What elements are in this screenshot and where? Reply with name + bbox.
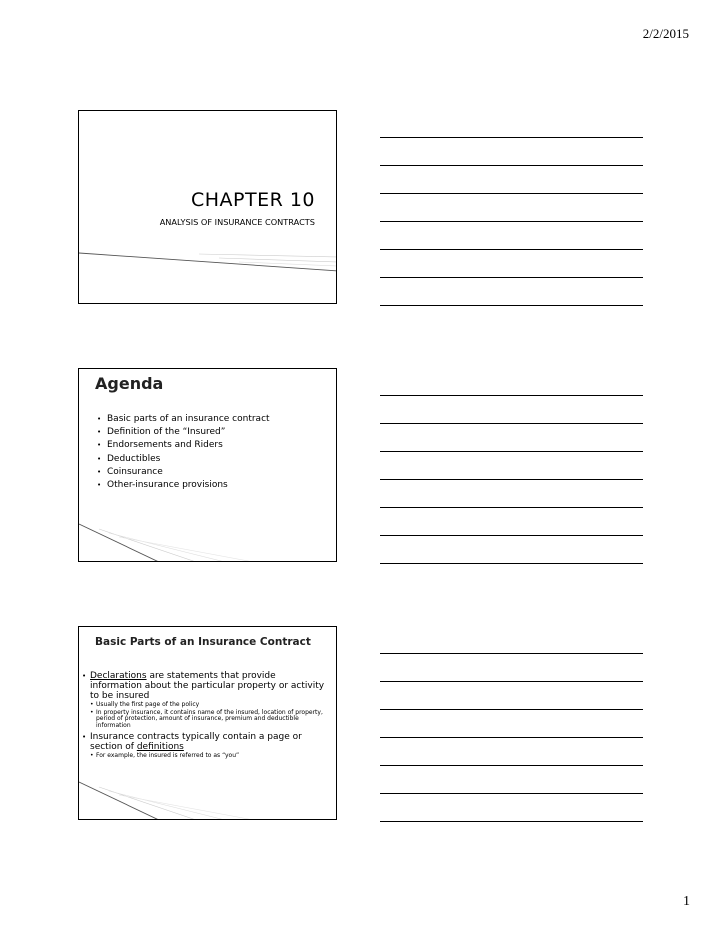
note-line <box>380 563 643 564</box>
list-item: • Deductibles <box>97 453 270 466</box>
agenda-list <box>97 413 270 492</box>
note-line <box>380 221 643 222</box>
note-line <box>380 535 643 536</box>
bullet-text: Insurance contracts typically contain a page or section of <box>90 732 302 753</box>
slide-title: CHAPTER 10 <box>190 189 315 211</box>
header-date: 2/2/2015 <box>642 26 689 41</box>
note-line <box>380 681 643 682</box>
note-line <box>380 737 643 738</box>
list-item: • Endorsements and Riders <box>97 439 270 452</box>
page-number: 1 <box>683 894 690 909</box>
slide-1 <box>78 110 337 304</box>
note-line <box>380 395 643 396</box>
note-line <box>380 653 643 654</box>
list-item: • Basic parts of an insurance contract <box>97 413 270 426</box>
note-line <box>380 479 643 480</box>
list-item: • Definition of the “Insured” <box>97 426 270 439</box>
note-line <box>380 821 643 822</box>
note-line <box>380 507 643 508</box>
note-line <box>380 709 643 710</box>
bullet-definitions <box>82 732 330 752</box>
term-definitions: definitions <box>136 742 184 753</box>
list-item: • Other-insurance provisions <box>97 479 270 492</box>
slide-title: Agenda <box>95 374 164 393</box>
note-line <box>380 165 643 166</box>
note-line <box>380 193 643 194</box>
note-line <box>380 423 643 424</box>
note-line <box>380 451 643 452</box>
list-item: • Coinsurance <box>97 466 270 479</box>
note-line <box>380 137 643 138</box>
note-line <box>380 249 643 250</box>
slide-subtitle: ANALYSIS OF INSURANCE CONTRACTS <box>159 217 315 227</box>
note-line <box>380 793 643 794</box>
slide-title: Basic Parts of an Insurance Contract <box>95 636 311 648</box>
slide-3 <box>78 626 337 820</box>
term-declarations: Declarations <box>90 671 147 681</box>
slide-body <box>82 671 330 760</box>
slide-2 <box>78 368 337 562</box>
sub-bullet: • In property insurance, it contains name of the insured, location of property, period of protection, amount of insurance, premium and deductible information <box>82 710 330 730</box>
sub-bullet: • For example, the insured is referred to as “you” <box>82 753 330 760</box>
sub-bullet: • Usually the first page of the policy <box>82 702 330 709</box>
bullet-text: are statements that provide information about the particular property or activity to be insured <box>90 671 325 701</box>
note-line <box>380 277 643 278</box>
bullet-declarations <box>82 671 330 701</box>
note-line <box>380 765 643 766</box>
note-line <box>380 305 643 306</box>
